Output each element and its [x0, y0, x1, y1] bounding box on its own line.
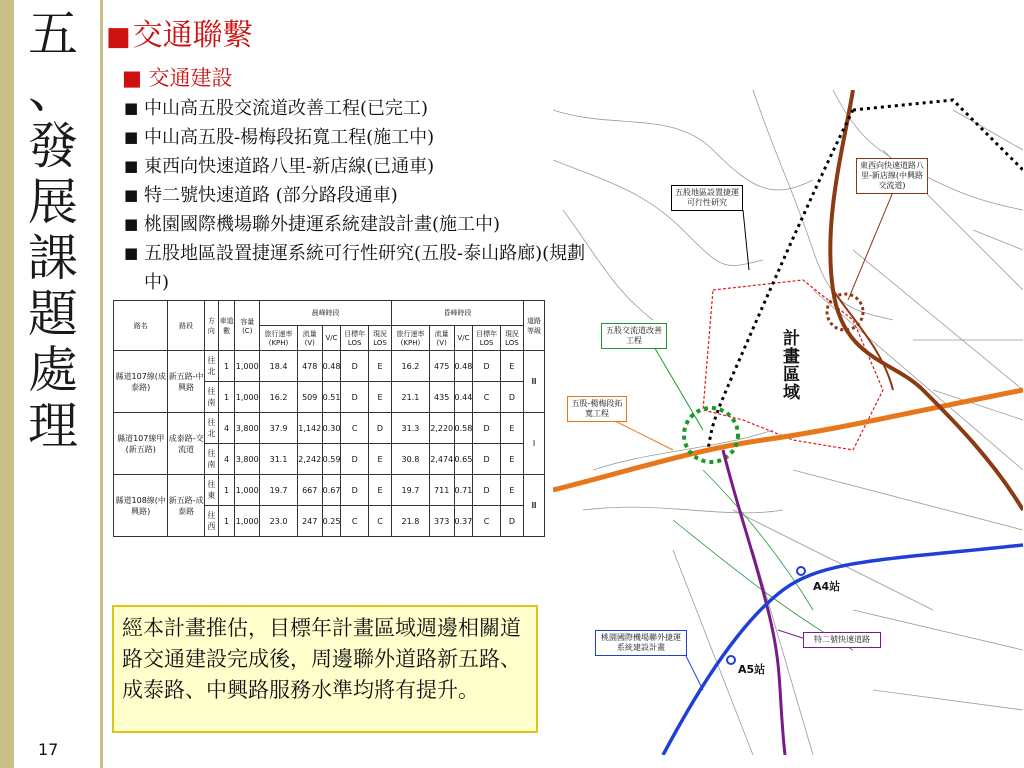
project-list — [124, 94, 604, 297]
cell-grade: Ⅰ — [524, 413, 545, 475]
cell-pm-clos: E — [500, 475, 523, 506]
cell-am-vol: 478 — [297, 351, 322, 382]
header-volume: 流量(V) — [297, 326, 322, 351]
callout-pointer — [653, 345, 703, 430]
header-current-los: 現況LOS — [368, 326, 391, 351]
a4-station-label: A4站 — [813, 580, 841, 593]
cell-am-vol: 2,242 — [297, 444, 322, 475]
slide-subheading — [122, 62, 233, 92]
list-item: ■ 五股地區設置捷運系統可行性研究(五股-泰山路廊)(規劃中) — [124, 239, 604, 297]
sidebar-accent-strip — [0, 0, 14, 768]
slide-subheading-text: 交通建設 — [148, 66, 233, 90]
cell-pm-speed: 21.1 — [392, 382, 430, 413]
cell-am-tlos: C — [341, 413, 368, 444]
header-section: 路段 — [168, 301, 204, 351]
header-speed: 旅行速率(KPH) — [260, 326, 298, 351]
expressway-label: 東西向快速道路八里-新店線(中興路交流道) — [856, 158, 928, 194]
cell-am-clos: E — [368, 382, 391, 413]
cell-lanes: 4 — [218, 444, 235, 475]
cell-pm-vc: 0.58 — [454, 413, 473, 444]
cell-pm-clos: D — [500, 382, 523, 413]
cell-am-clos: E — [368, 475, 391, 506]
cell-pm-speed: 31.3 — [392, 413, 430, 444]
cell-am-vol: 247 — [297, 506, 322, 537]
cell-dir: 往北 — [204, 351, 218, 382]
section-title — [22, 6, 84, 454]
mrt-study-label: 五股地區設置捷運可行性研究 — [671, 185, 743, 211]
page-number: 17 — [38, 740, 59, 759]
cell-am-vc: 0.30 — [322, 413, 341, 444]
cell-pm-vol: 373 — [429, 506, 454, 537]
plan-area-label: 計畫區域 — [783, 329, 800, 403]
expressway-ramp — [833, 290, 893, 390]
cell-pm-vol: 711 — [429, 475, 454, 506]
section-title-char: 五 — [28, 5, 78, 63]
section-title-char: 題 — [28, 285, 78, 343]
cell-am-tlos: D — [341, 444, 368, 475]
cell-lanes: 4 — [218, 413, 235, 444]
cell-am-speed: 23.0 — [260, 506, 298, 537]
cell-pm-speed: 19.7 — [392, 475, 430, 506]
cell-am-clos: E — [368, 444, 391, 475]
list-item: ■ 中山高五股-楊梅段拓寬工程(施工中) — [124, 123, 604, 152]
header-road-name: 路名 — [114, 301, 168, 351]
cell-dir: 往西 — [204, 506, 218, 537]
callout-pointer — [613, 420, 673, 450]
callout-pointer — [683, 650, 703, 690]
cell-cap: 1,000 — [235, 506, 260, 537]
header-vc: V/C — [454, 326, 473, 351]
slide-heading — [106, 10, 253, 54]
cell-pm-vol: 2,220 — [429, 413, 454, 444]
widening-label: 五股-楊梅段拓寬工程 — [567, 396, 627, 422]
cell-pm-vc: 0.44 — [454, 382, 473, 413]
table-body — [114, 351, 545, 537]
cell-road-name: 縣道107線(成泰路) — [114, 351, 168, 413]
cell-pm-vol: 2,474 — [429, 444, 454, 475]
cell-pm-clos: D — [500, 506, 523, 537]
cell-section: 新五路-中興路 — [168, 351, 204, 413]
conclusion-note: 經本計畫推估，目標年計畫區域週邊相關道路交通建設完成後，周邊聯外道路新五路、成泰路、中興路服務水準均將有提升。 — [112, 605, 538, 733]
list-item: ■ 桃園國際機場聯外捷運系統建設計畫(施工中) — [124, 210, 604, 239]
cell-am-speed: 19.7 — [260, 475, 298, 506]
header-lanes: 車道數 — [218, 301, 235, 351]
table-row — [114, 475, 545, 506]
section-title-char: 、 — [28, 61, 78, 119]
airport-mrt-line — [663, 545, 1023, 755]
cell-lanes: 1 — [218, 506, 235, 537]
cell-am-vc: 0.67 — [322, 475, 341, 506]
cell-am-tlos: D — [341, 351, 368, 382]
cell-cap: 1,000 — [235, 351, 260, 382]
cell-road-name: 縣道107線甲(新五路) — [114, 413, 168, 475]
cell-section: 成泰路-交流道 — [168, 413, 204, 475]
cell-lanes: 1 — [218, 475, 235, 506]
cell-dir: 往南 — [204, 382, 218, 413]
cell-am-tlos: C — [341, 506, 368, 537]
a5-station-marker — [727, 656, 735, 664]
section-title-char: 處 — [28, 341, 78, 399]
slide-heading-text: 交通聯繫 — [132, 18, 253, 53]
cell-grade: Ⅲ — [524, 351, 545, 413]
header-peak-pm: 昏峰時段 — [392, 301, 524, 326]
cell-pm-tlos: D — [473, 351, 500, 382]
header-capacity: 容量(C) — [235, 301, 260, 351]
section-title-char: 發 — [28, 117, 78, 175]
list-item: ■ 東西向快速道路八里-新店線(已通車) — [124, 152, 604, 181]
header-volume: 流量(V) — [429, 326, 454, 351]
cell-pm-vc: 0.37 — [454, 506, 473, 537]
header-direction: 方向 — [204, 301, 218, 351]
cell-dir: 往東 — [204, 475, 218, 506]
cell-pm-tlos: D — [473, 475, 500, 506]
cell-pm-speed: 30.8 — [392, 444, 430, 475]
cell-pm-clos: E — [500, 413, 523, 444]
cell-road-name: 縣道108線(中興路) — [114, 475, 168, 537]
cell-pm-vol: 435 — [429, 382, 454, 413]
cell-am-vol: 1,142 — [297, 413, 322, 444]
header-target-los: 目標年LOS — [473, 326, 500, 351]
square-bullet-icon: ■ — [122, 66, 149, 90]
square-bullet-icon: ■ — [106, 22, 131, 52]
header-peak-am: 晨峰時段 — [260, 301, 392, 326]
traffic-los-table — [113, 300, 545, 537]
cell-pm-vc: 0.71 — [454, 475, 473, 506]
table-row — [114, 413, 545, 444]
cell-am-speed: 31.1 — [260, 444, 298, 475]
cell-am-clos: D — [368, 413, 391, 444]
interchange-label: 五股交流道改善工程 — [601, 323, 667, 349]
cell-pm-tlos: C — [473, 506, 500, 537]
header-speed: 旅行速率(KPH) — [392, 326, 430, 351]
cell-am-tlos: D — [341, 475, 368, 506]
cell-am-speed: 37.9 — [260, 413, 298, 444]
a5-station-label: A5站 — [738, 663, 766, 676]
cell-pm-speed: 16.2 — [392, 351, 430, 382]
cell-section: 新五路-成泰路 — [168, 475, 204, 537]
section-title-char: 展 — [28, 173, 78, 231]
cell-pm-tlos: C — [473, 382, 500, 413]
sidebar-divider — [100, 0, 103, 768]
cell-lanes: 1 — [218, 382, 235, 413]
cell-dir: 往南 — [204, 444, 218, 475]
cell-lanes: 1 — [218, 351, 235, 382]
header-grade: 道路等級 — [524, 301, 545, 351]
section-title-char: 理 — [28, 397, 78, 455]
cell-pm-vol: 475 — [429, 351, 454, 382]
airport-mrt-label: 桃園國際機場聯外捷運系統建設計畫 — [595, 630, 687, 656]
cell-cap: 1,000 — [235, 382, 260, 413]
cell-am-tlos: D — [341, 382, 368, 413]
cell-pm-clos: E — [500, 444, 523, 475]
header-current-los: 現況LOS — [500, 326, 523, 351]
table-row — [114, 351, 545, 382]
header-target-los: 目標年LOS — [341, 326, 368, 351]
callout-pointer — [743, 210, 749, 270]
cell-am-speed: 18.4 — [260, 351, 298, 382]
cell-pm-vc: 0.65 — [454, 444, 473, 475]
header-vc: V/C — [322, 326, 341, 351]
cell-dir: 往北 — [204, 413, 218, 444]
cell-grade: Ⅲ — [524, 475, 545, 537]
cell-cap: 1,000 — [235, 475, 260, 506]
sidebar — [0, 0, 100, 768]
cell-cap: 3,800 — [235, 444, 260, 475]
cell-am-clos: C — [368, 506, 391, 537]
list-item: ■ 特二號快速道路 (部分路段通車) — [124, 181, 604, 210]
cell-am-vc: 0.59 — [322, 444, 341, 475]
cell-am-clos: E — [368, 351, 391, 382]
cell-pm-tlos: D — [473, 413, 500, 444]
special-road-line — [723, 450, 785, 755]
cell-pm-speed: 21.8 — [392, 506, 430, 537]
list-item: ■ 中山高五股交流道改善工程(已完工) — [124, 94, 604, 123]
callout-pointer — [848, 180, 898, 300]
green-paths — [673, 470, 853, 650]
cell-am-vc: 0.51 — [322, 382, 341, 413]
cell-am-vc: 0.25 — [322, 506, 341, 537]
a4-station-marker — [797, 567, 805, 575]
section-title-char: 課 — [28, 229, 78, 287]
cell-am-vol: 667 — [297, 475, 322, 506]
project-map — [553, 90, 1023, 755]
special-road-label: 特二號快速道路 — [803, 632, 881, 648]
cell-pm-clos: E — [500, 351, 523, 382]
cell-cap: 3,800 — [235, 413, 260, 444]
cell-pm-tlos: D — [473, 444, 500, 475]
cell-pm-vc: 0.48 — [454, 351, 473, 382]
cell-am-speed: 16.2 — [260, 382, 298, 413]
cell-am-vol: 509 — [297, 382, 322, 413]
expressway-line — [830, 90, 1023, 510]
cell-am-vc: 0.48 — [322, 351, 341, 382]
